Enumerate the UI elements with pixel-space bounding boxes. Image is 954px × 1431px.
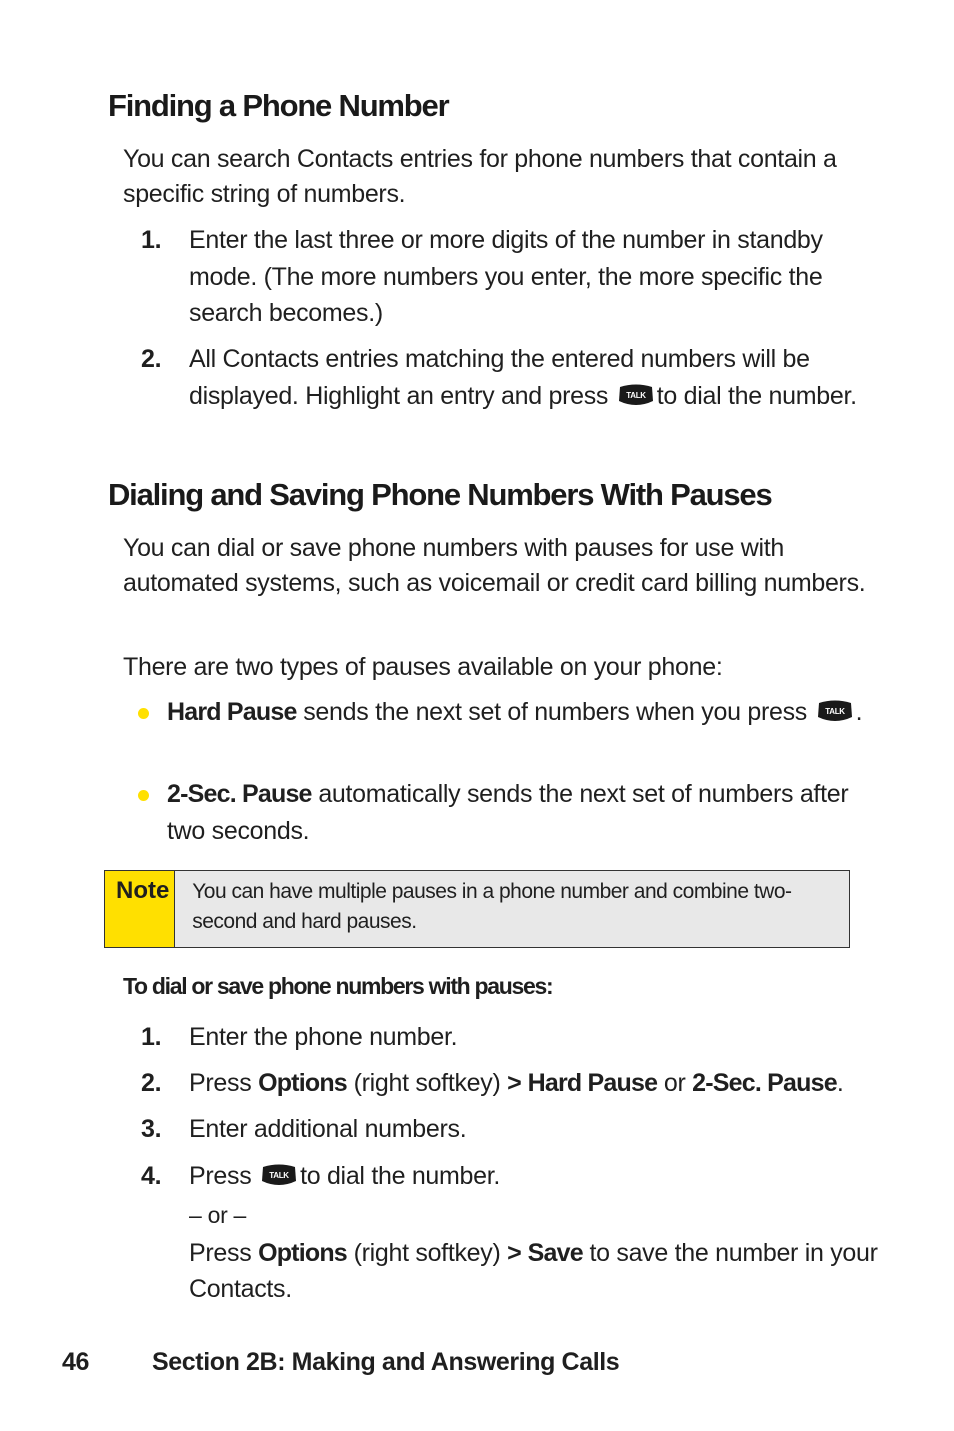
intro-paragraph: You can search Contacts entries for phone numbers that contain a specific string of numbers. (123, 145, 837, 208)
alternative-text: Press Options (right softkey) > Save to save the number in your Contacts. (189, 1238, 878, 1303)
talk-key-icon (617, 383, 655, 407)
step-number: 2. (141, 345, 162, 373)
step-text: Press to dial the number. – or – Press Options (right softkey) > Save to save the number in your Contacts. (189, 1158, 879, 1308)
talk-key-icon (260, 1163, 298, 1187)
heading-dialing-with-pauses: Dialing and Saving Phone Numbers With Pauses (108, 477, 772, 512)
bullet-2sec-pause (123, 776, 883, 850)
note-box (104, 870, 850, 948)
step-text: Enter the phone number. (189, 1023, 458, 1051)
step-text: Enter the last three or more digits of the number in standby mode. (The more numbers you enter, the more specific the search becomes.) (189, 226, 823, 327)
or-separator: – or – (189, 1201, 247, 1228)
step-item (123, 1065, 883, 1105)
step-item (123, 1158, 883, 1318)
bullet-dot (138, 708, 149, 719)
step-text: Press Options (right softkey) > Hard Pause or 2-Sec. Pause. (189, 1069, 844, 1097)
note-text: You can have multiple pauses in a phone number and combine two-second and hard pauses. (192, 880, 792, 933)
bullet-text: 2-Sec. Pause automatically sends the next set of numbers after two seconds. (167, 780, 849, 845)
bullet-hard-pause (123, 694, 883, 768)
step-number: 1. (141, 1023, 162, 1051)
step-item (123, 222, 883, 332)
step-number: 1. (141, 226, 162, 254)
step-number: 3. (141, 1115, 162, 1143)
bullet-text: Hard Pause sends the next set of numbers when you press . (167, 698, 863, 726)
step-number: 4. (141, 1162, 162, 1190)
note-label: Note (105, 871, 175, 947)
procedure-heading: To dial or save phone numbers with pauses: (123, 973, 553, 999)
step-item (123, 341, 883, 451)
heading-finding-phone-number: Finding a Phone Number (108, 88, 449, 123)
talk-key-icon (816, 699, 854, 723)
pause-types-intro: There are two types of pauses available on your phone: (123, 653, 723, 681)
intro-paragraph: You can dial or save phone numbers with pauses for use with automated systems, such as voicemail or credit card billing numbers. (123, 534, 866, 597)
section-title-footer: Section 2B: Making and Answering Calls (152, 1348, 620, 1376)
bullet-dot (138, 790, 149, 801)
step-number: 2. (141, 1069, 162, 1097)
step-item (123, 1111, 883, 1151)
page-number: 46 (62, 1348, 90, 1376)
step-text: All Contacts entries matching the entered numbers will be displayed. Highlight an entry and press to dial the number. (189, 345, 857, 410)
step-item (123, 1019, 883, 1059)
step-text: Enter additional numbers. (189, 1115, 467, 1143)
